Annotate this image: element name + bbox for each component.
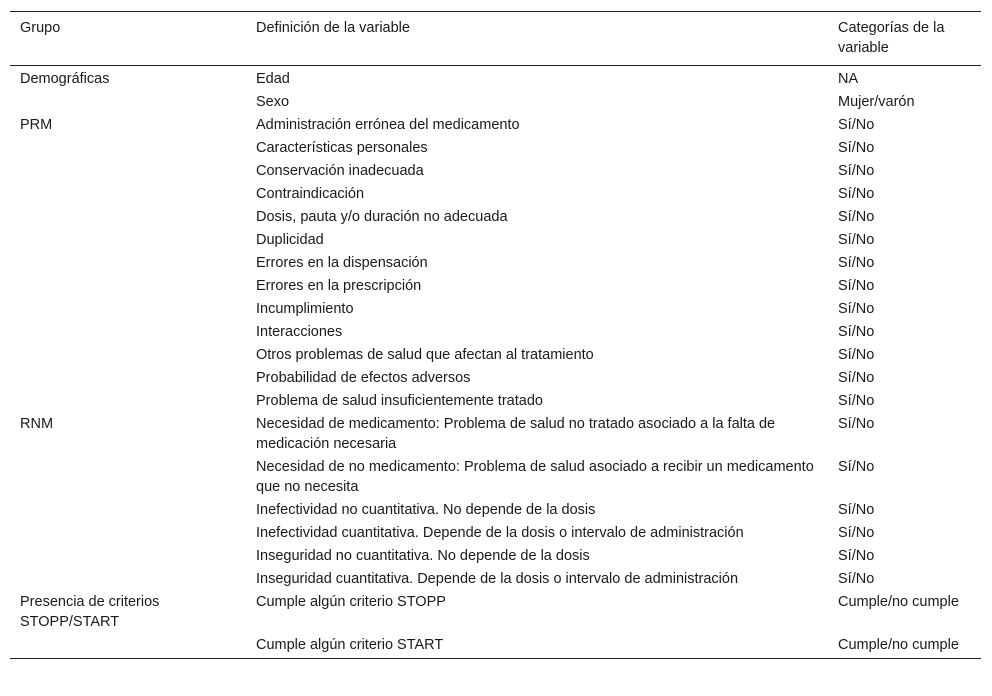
table-row xyxy=(10,568,981,591)
cell-categories: Sí/No xyxy=(838,255,875,271)
table-row xyxy=(10,66,981,92)
cell-categories: Cumple/no cumple xyxy=(828,634,981,659)
cell-categories: Sí/No xyxy=(838,525,875,541)
table-row xyxy=(10,634,981,659)
cell-group xyxy=(10,252,246,275)
cell-group: PRM xyxy=(20,117,53,133)
cell-group xyxy=(10,499,246,522)
cell-group xyxy=(10,91,246,114)
cell-definition: Necesidad de no medicamento: Problema de salud asociado a recibir un medicamento que no necesita xyxy=(256,459,814,495)
header-group: Grupo xyxy=(10,12,246,66)
cell-definition: Inseguridad no cuantitativa. No depende de la dosis xyxy=(256,548,590,564)
cell-definition: Otros problemas de salud que afectan al tratamiento xyxy=(256,347,594,363)
cell-group xyxy=(10,456,246,499)
table-row xyxy=(10,499,981,522)
cell-definition: Duplicidad xyxy=(256,232,324,248)
table-row xyxy=(10,137,981,160)
cell-categories: Sí/No xyxy=(838,163,875,179)
cell-group xyxy=(10,321,246,344)
cell-group xyxy=(10,390,246,413)
table-row xyxy=(10,229,981,252)
cell-definition: Inseguridad cuantitativa. Depende de la dosis o intervalo de administración xyxy=(256,571,739,587)
table-row xyxy=(10,522,981,545)
variables-table xyxy=(10,11,981,659)
table-row xyxy=(10,114,981,137)
cell-categories: NA xyxy=(838,71,859,87)
cell-group xyxy=(10,568,246,591)
cell-definition: Errores en la prescripción xyxy=(256,278,422,294)
table-row xyxy=(10,344,981,367)
cell-group xyxy=(10,522,246,545)
table-row xyxy=(10,367,981,390)
cell-group xyxy=(10,229,246,252)
cell-categories: Sí/No xyxy=(838,117,875,133)
cell-categories: Sí/No xyxy=(838,393,875,409)
cell-group xyxy=(10,344,246,367)
cell-definition: Incumplimiento xyxy=(256,301,354,317)
cell-definition: Sexo xyxy=(256,94,290,110)
cell-group xyxy=(10,183,246,206)
cell-group: Presencia de criterios STOPP/START xyxy=(20,594,160,630)
cell-categories: Sí/No xyxy=(838,370,875,386)
table-row xyxy=(10,545,981,568)
cell-group xyxy=(10,275,246,298)
cell-group: Demográficas xyxy=(20,71,110,87)
cell-categories: Sí/No xyxy=(838,502,875,518)
table-row xyxy=(10,390,981,413)
header-categories: Categorías de la variable xyxy=(828,12,981,66)
cell-definition: Contraindicación xyxy=(256,186,365,202)
cell-definition: Errores en la dispensación xyxy=(256,255,428,271)
table-row xyxy=(10,91,981,114)
cell-categories: Sí/No xyxy=(838,459,875,475)
table-header-row xyxy=(10,12,981,66)
table-body xyxy=(10,66,981,659)
cell-group xyxy=(10,545,246,568)
cell-group: RNM xyxy=(20,416,54,432)
cell-definition: Cumple algún criterio START xyxy=(246,634,828,659)
cell-definition: Interacciones xyxy=(256,324,343,340)
cell-definition: Administración errónea del medicamento xyxy=(256,117,520,133)
cell-categories: Sí/No xyxy=(838,571,875,587)
cell-group xyxy=(10,137,246,160)
cell-categories: Sí/No xyxy=(838,278,875,294)
cell-group xyxy=(10,160,246,183)
cell-definition: Cumple algún criterio STOPP xyxy=(256,594,446,610)
table-row xyxy=(10,160,981,183)
cell-group xyxy=(10,634,246,659)
header-definition: Definición de la variable xyxy=(246,12,828,66)
cell-definition: Problema de salud insuficientemente tratado xyxy=(256,393,543,409)
cell-group xyxy=(10,206,246,229)
table-row xyxy=(10,183,981,206)
cell-categories: Sí/No xyxy=(838,347,875,363)
table-row xyxy=(10,591,981,634)
variables-table-container xyxy=(10,11,981,659)
table-row xyxy=(10,456,981,499)
cell-categories: Mujer/varón xyxy=(838,94,915,110)
cell-group xyxy=(10,367,246,390)
cell-categories: Sí/No xyxy=(838,232,875,248)
cell-definition: Necesidad de medicamento: Problema de salud no tratado asociado a la falta de medicación necesaria xyxy=(256,416,776,452)
cell-categories: Sí/No xyxy=(838,548,875,564)
cell-categories: Sí/No xyxy=(838,140,875,156)
cell-categories: Sí/No xyxy=(838,301,875,317)
cell-categories: Sí/No xyxy=(838,324,875,340)
cell-definition: Características personales xyxy=(256,140,428,156)
cell-group xyxy=(10,298,246,321)
table-row xyxy=(10,206,981,229)
table-row xyxy=(10,413,981,456)
cell-categories: Sí/No xyxy=(838,209,875,225)
table-row xyxy=(10,252,981,275)
table-row xyxy=(10,298,981,321)
cell-categories: Cumple/no cumple xyxy=(838,594,959,610)
cell-definition: Conservación inadecuada xyxy=(256,163,424,179)
table-row xyxy=(10,321,981,344)
table-row xyxy=(10,275,981,298)
cell-categories: Sí/No xyxy=(838,186,875,202)
cell-definition: Inefectividad no cuantitativa. No depende de la dosis xyxy=(256,502,596,518)
cell-definition: Inefectividad cuantitativa. Depende de la dosis o intervalo de administración xyxy=(256,525,744,541)
cell-categories: Sí/No xyxy=(838,416,875,432)
cell-definition: Dosis, pauta y/o duración no adecuada xyxy=(256,209,508,225)
cell-definition: Edad xyxy=(256,71,290,87)
cell-definition: Probabilidad de efectos adversos xyxy=(256,370,471,386)
